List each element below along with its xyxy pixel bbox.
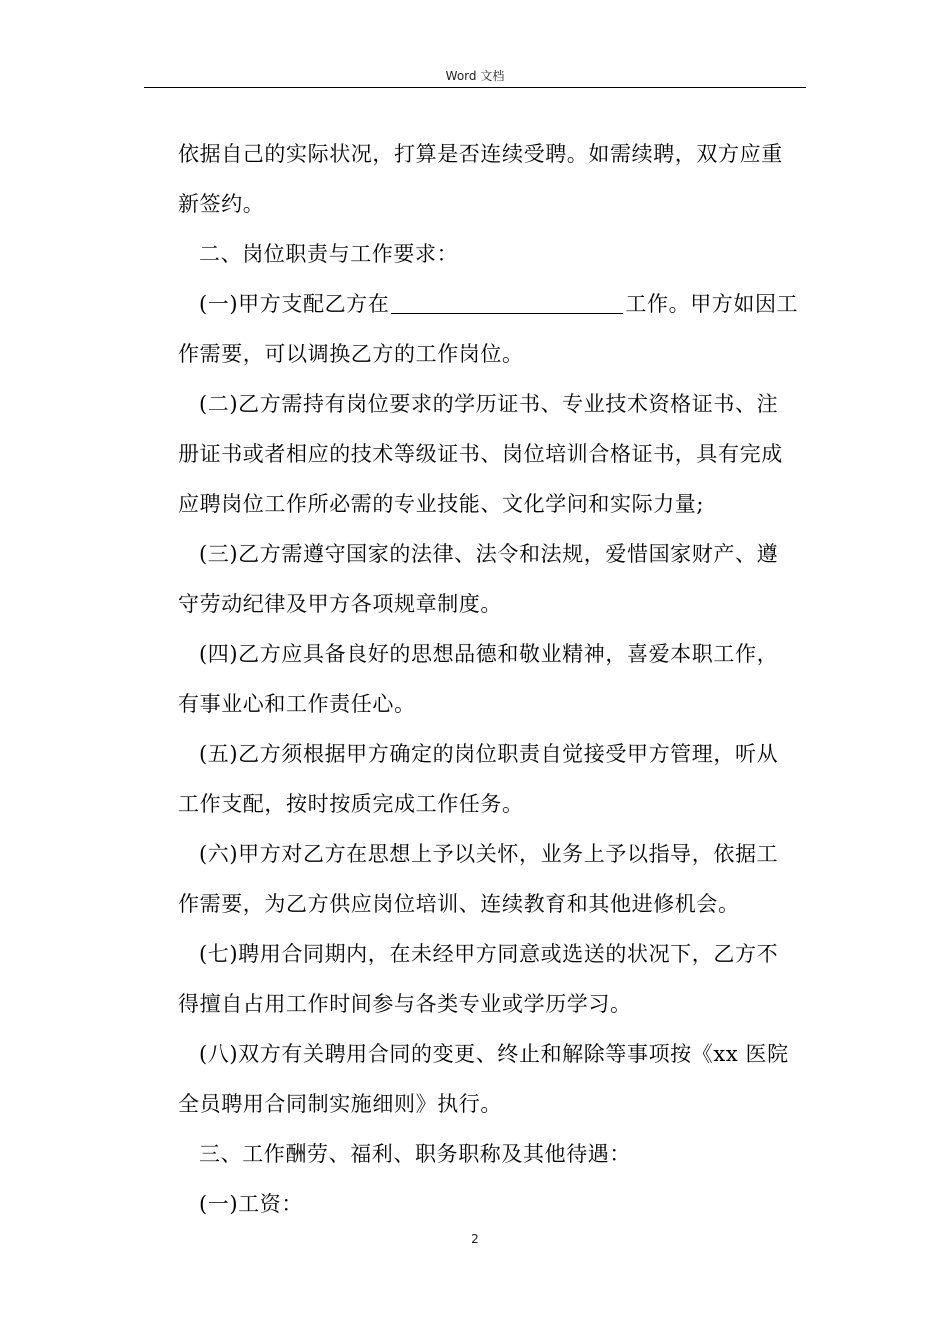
text-line: 新签约。	[178, 192, 265, 216]
paragraph-item-3	[178, 529, 806, 629]
header-divider	[144, 87, 806, 88]
text-line: 三、工作酬劳、福利、职务职称及其他待遇：	[199, 1142, 631, 1166]
paragraph-item-5	[178, 729, 806, 829]
paragraph-salary	[178, 1179, 806, 1229]
text-line: 守劳动纪律及甲方各项规章制度。	[178, 592, 502, 616]
text-line: (一)工资：	[199, 1192, 303, 1216]
text-line: 册证书或者相应的技术等级证书、岗位培训合格证书，具有完成	[178, 442, 783, 466]
item-1-suffix: 工作。甲方如因工	[625, 292, 799, 316]
paragraph-item-2	[178, 379, 806, 529]
text-line: 工作支配，按时按质完成工作任务。	[178, 792, 524, 816]
fill-in-blank	[391, 291, 623, 314]
text-line: 有事业心和工作责任心。	[178, 692, 416, 716]
text-line: 二、岗位职责与工作要求：	[199, 242, 459, 266]
text-line: 作需要，为乙方供应岗位培训、连续教育和其他进修机会。	[178, 892, 740, 916]
paragraph-item-1	[178, 279, 806, 379]
text-line	[178, 279, 806, 329]
text-line: (五)乙方须根据甲方确定的岗位职责自觉接受甲方管理，听从	[199, 742, 779, 766]
text-line: (四)乙方应具备良好的思想品德和敬业精神，喜爱本职工作，	[199, 642, 779, 666]
text-line: 作需要，可以调换乙方的工作岗位。	[178, 342, 524, 366]
page-number: 2	[471, 1232, 479, 1246]
item-1-prefix: (一)甲方支配乙方在	[199, 292, 390, 316]
text-line: (二)乙方需持有岗位要求的学历证书、专业技术资格证书、注	[199, 392, 779, 416]
header-title: Word 文档	[445, 69, 505, 83]
text-line: 应聘岗位工作所必需的专业技能、文化学问和实际力量;	[178, 492, 705, 516]
text-line: (六)甲方对乙方在思想上予以关怀，业务上予以指导，依据工	[199, 842, 779, 866]
section-heading-2	[178, 229, 806, 279]
text-line: (七)聘用合同期内，在未经甲方同意或选送的状况下，乙方不	[199, 942, 779, 966]
document-body	[178, 129, 806, 1229]
section-heading-3	[178, 1129, 806, 1179]
paragraph-item-8	[178, 1029, 806, 1129]
text-line: 依据自己的实际状况，打算是否连续受聘。如需续聘，双方应重	[178, 142, 783, 166]
text-line: (三)乙方需遵守国家的法律、法令和法规，爱惜国家财产、遵	[199, 542, 779, 566]
paragraph-item-6	[178, 829, 806, 929]
text-line: 全员聘用合同制实施细则》执行。	[178, 1092, 502, 1116]
paragraph-item-7	[178, 929, 806, 1029]
page-header	[0, 68, 950, 84]
text-line: 得擅自占用工作时间参与各类专业或学历学习。	[178, 992, 632, 1016]
paragraph-item-4	[178, 629, 806, 729]
page-footer	[0, 1231, 950, 1247]
paragraph-continuation	[178, 129, 806, 229]
text-line: (八)双方有关聘用合同的变更、终止和解除等事项按《xx 医院	[199, 1042, 789, 1066]
